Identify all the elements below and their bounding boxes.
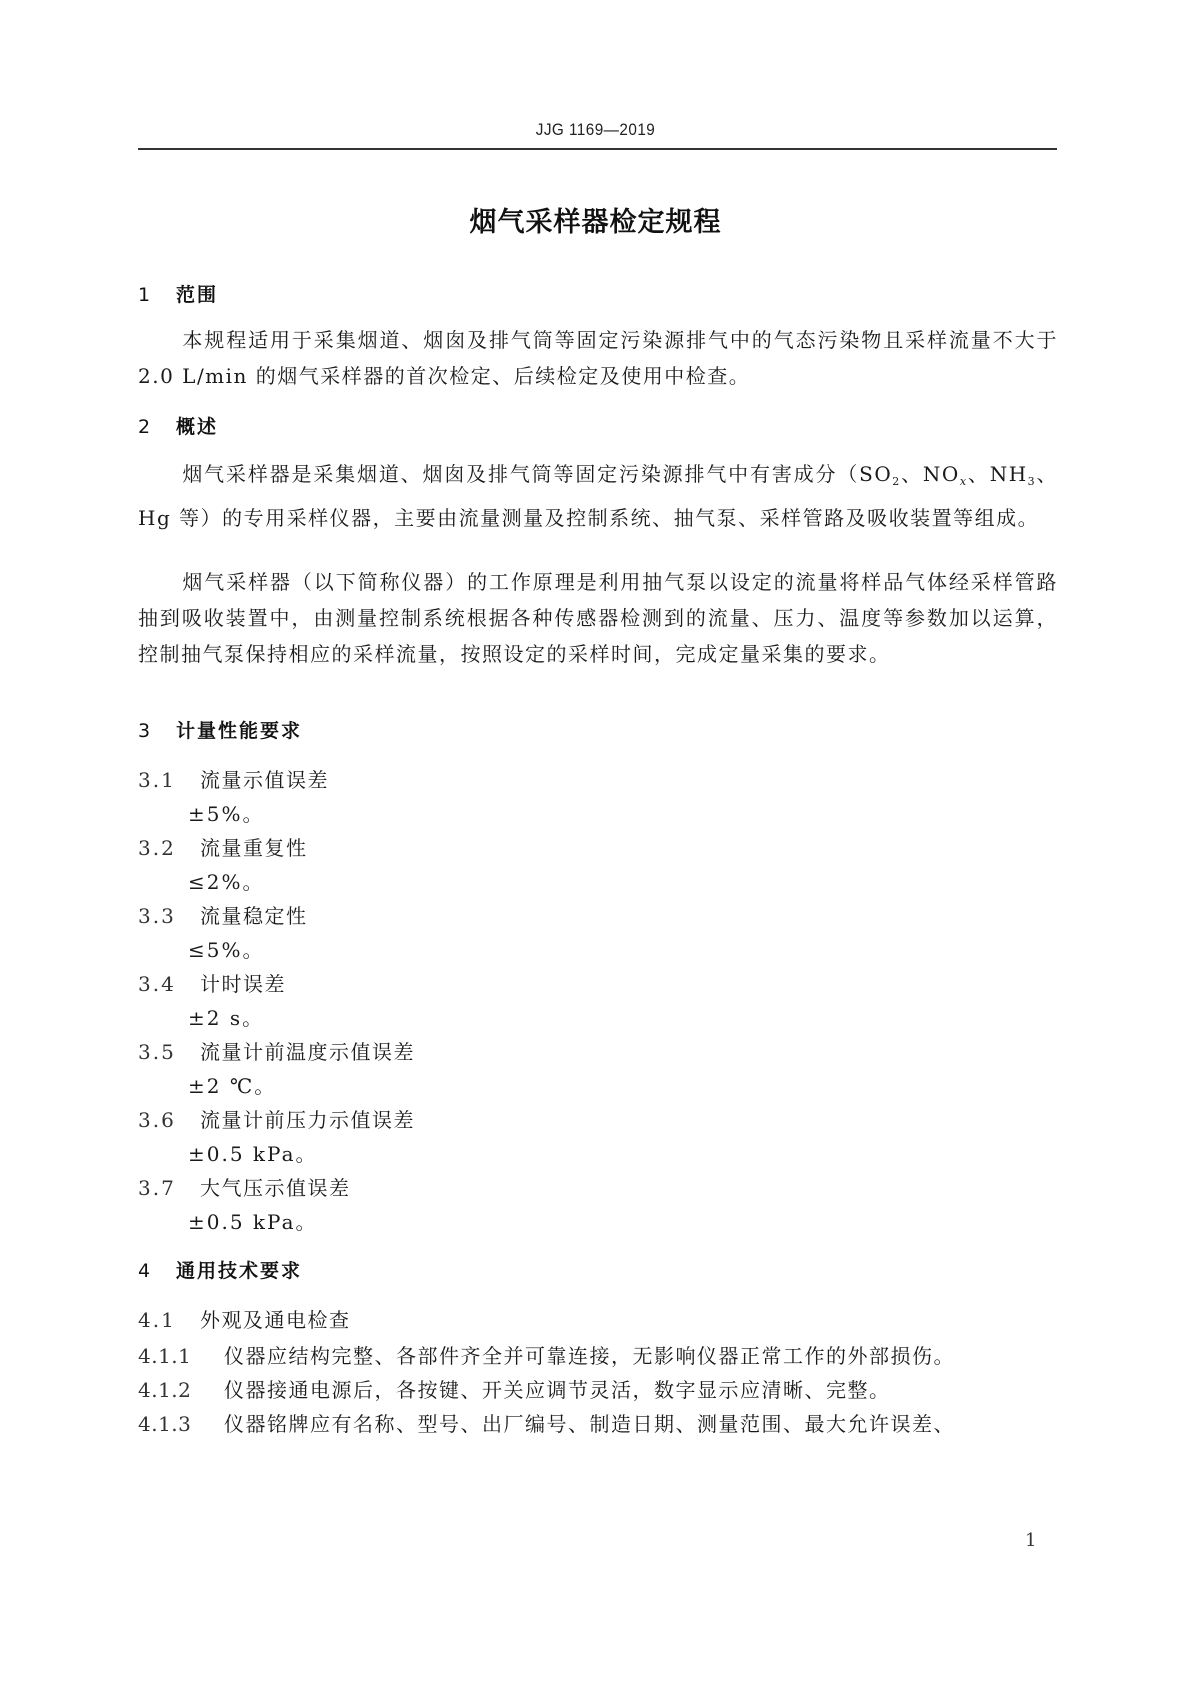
requirement-3-5: 3.5 流量计前温度示值误差 [138,1040,415,1064]
section-title: 概述 [176,416,219,438]
requirement-3-3-value: ≤5%。 [188,938,265,962]
requirement-3-5-value: ±2 ℃。 [188,1074,277,1098]
section-number: 3 [138,720,153,742]
section-number: 1 [138,284,153,306]
standard-code: JJG 1169—2019 [535,120,656,139]
section-2-paragraph-2: 烟气采样器（以下简称仪器）的工作原理是利用抽气泵以设定的流量将样品气体经采样管路抽到吸收装置中，由测量控制系统根据各种传感器检测到的流量、压力、温度等参数加以运算，控制抽气泵保持相应的采样流量，按照设定的采样时间，完成定量采集的要求。 [138,570,1058,666]
section-title: 通用技术要求 [176,1260,303,1282]
section-number: 4 [138,1260,153,1282]
document-title: 烟气采样器检定规程 [469,207,722,238]
section-number: 2 [138,416,153,438]
section-1-heading [138,280,218,307]
section-1-paragraph: 本规程适用于采集烟道、烟囱及排气筒等固定污染源排气中的气态污染物且采样流量不大于 2.0 L/min 的烟气采样器的首次检定、后续检定及使用中检查。 [138,328,1058,388]
section-title: 范围 [176,284,219,306]
requirement-4-1-1: 4.1.1 仪器应结构完整、各部件齐全并可靠连接，无影响仪器正常工作的外部损伤。 [138,1344,955,1368]
section-4-heading [138,1256,302,1283]
requirement-3-6: 3.6 流量计前压力示值误差 [138,1108,415,1132]
requirement-3-2: 3.2 流量重复性 [138,836,308,860]
section-3-heading [138,716,302,743]
section-2-paragraph-1: 烟气采样器是采集烟道、烟囱及排气筒等固定污染源排气中有害成分（$SO_2$、$NO_x$、$NH_3$、Hg 等）的专用采样仪器，主要由流量测量及控制系统、抽气泵、采样管路及吸收装置等组成。 [138,462,1058,530]
requirement-3-1: 3.1 流量示值误差 [138,768,329,792]
requirement-3-1-value: ±5%。 [188,802,265,826]
requirement-3-7-value: ±0.5 kPa。 [188,1210,318,1234]
section-title: 计量性能要求 [176,720,303,742]
requirement-3-4-value: ±2 s。 [188,1006,265,1030]
requirement-4-1-3: 4.1.3 仪器铭牌应有名称、型号、出厂编号、制造日期、测量范围、最大允许误差、 [138,1412,955,1436]
requirement-3-3: 3.3 流量稳定性 [138,904,308,928]
subsection-4-1: 4.1 外观及通电检查 [138,1308,351,1332]
section-2-heading [138,412,218,439]
requirement-3-4: 3.4 计时误差 [138,972,286,996]
requirement-3-7: 3.7 大气压示值误差 [138,1176,351,1200]
requirement-3-6-value: ±0.5 kPa。 [188,1142,318,1166]
header-divider [138,148,1057,150]
page-number: 1 [1025,1530,1037,1551]
requirement-4-1-2: 4.1.2 仪器接通电源后，各按键、开关应调节灵活，数字显示应清晰、完整。 [138,1378,891,1402]
requirement-3-2-value: ≤2%。 [188,870,265,894]
